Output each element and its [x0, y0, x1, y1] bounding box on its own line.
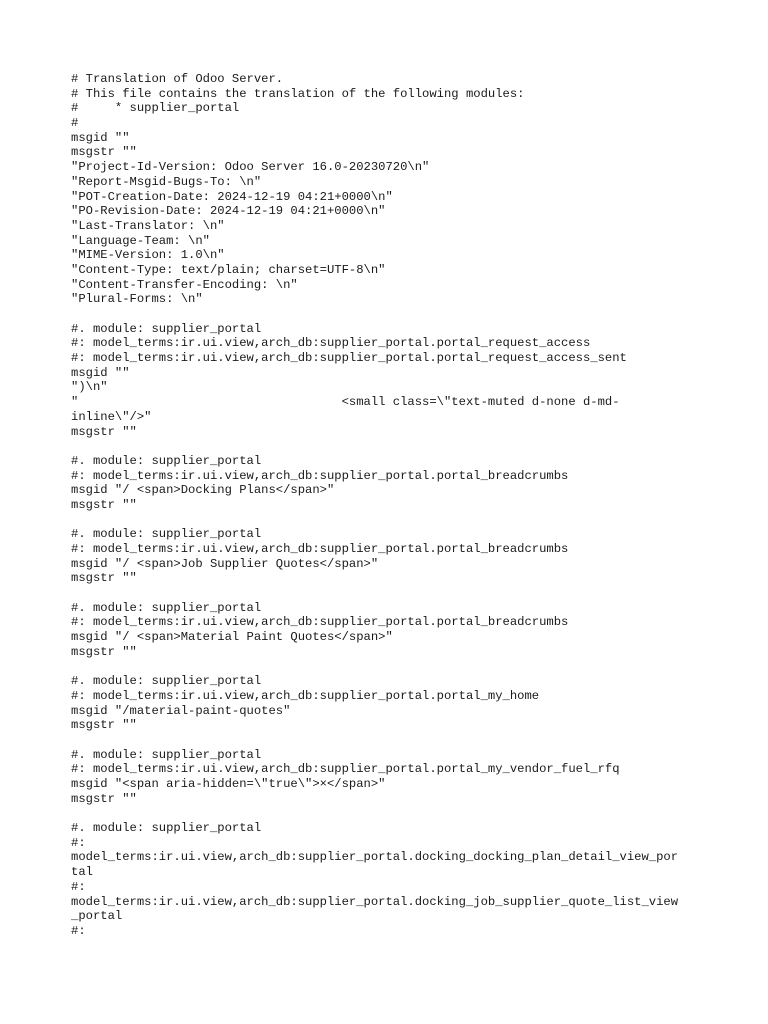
text-line: "MIME-Version: 1.0\n" [71, 248, 225, 263]
text-line: model_terms:ir.ui.view,arch_db:supplier_portal.docking_docking_plan_detail_view_por [71, 850, 679, 865]
text-line: #: model_terms:ir.ui.view,arch_db:supplier_portal.portal_breadcrumbs [71, 542, 569, 556]
text-line [71, 513, 731, 528]
text-line: # * supplier_portal [71, 101, 240, 116]
text-line: "Report-Msgid-Bugs-To: \n" [71, 174, 262, 189]
text-line: msgstr "" [71, 791, 137, 806]
text-line: msgid "/ <span>Docking Plans</span>" [71, 483, 335, 498]
text-line: "Language-Team: \n" [71, 233, 210, 248]
text-line: #: model_terms:ir.ui.view,arch_db:supplier_portal.portal_breadcrumbs [71, 615, 569, 630]
text-line: #. module: supplier_portal [71, 453, 262, 468]
text-line: msgid "" [71, 365, 130, 380]
text-line [71, 806, 731, 821]
text-line: ")\n" [71, 380, 108, 395]
text-line: #: model_terms:ir.ui.view,arch_db:supplier_portal.portal_breadcrumbs [71, 468, 569, 483]
text-line: inline\"/>" [71, 409, 152, 424]
text-line: #: [71, 879, 86, 894]
text-line: "POT-Creation-Date: 2024-12-19 04:21+0000\n" [71, 189, 393, 204]
text-line: #: [71, 835, 86, 850]
text-line: # Translation of Odoo Server. [71, 72, 284, 86]
po-file-text [71, 72, 731, 939]
text-line [71, 586, 731, 601]
text-line: # This file contains the translation of the following modules: [71, 86, 525, 101]
text-line: _portal [71, 909, 123, 924]
text-line: msgid "" [71, 130, 130, 145]
text-line [71, 439, 731, 454]
text-line: "Content-Type: text/plain; charset=UTF-8\n" [71, 262, 386, 277]
text-line: msgid "<span aria-hidden=\"true\">×</span>" [71, 777, 386, 791]
text-line: msgstr "" [71, 718, 137, 733]
text-line: " <small class=\"text-muted d-none d-md- [71, 395, 620, 410]
text-line [71, 660, 731, 675]
text-line [71, 307, 731, 322]
text-line: msgstr "" [71, 644, 137, 659]
text-line: #: model_terms:ir.ui.view,arch_db:supplier_portal.portal_request_access [71, 336, 591, 351]
text-line: msgstr "" [71, 571, 137, 586]
text-line: "Project-Id-Version: Odoo Server 16.0-20230720\n" [71, 160, 430, 175]
text-line: #. module: supplier_portal [71, 747, 262, 762]
text-line: #. module: supplier_portal [71, 674, 262, 689]
text-line: msgid "/ <span>Material Paint Quotes</span>" [71, 630, 393, 645]
text-line: msgstr "" [71, 424, 137, 439]
text-line: model_terms:ir.ui.view,arch_db:supplier_portal.docking_job_supplier_quote_list_view [71, 894, 679, 909]
text-line: #. module: supplier_portal [71, 321, 262, 336]
text-line: #: [71, 923, 86, 938]
text-line: "PO-Revision-Date: 2024-12-19 04:21+0000\n" [71, 204, 386, 219]
text-line: "Content-Transfer-Encoding: \n" [71, 277, 298, 292]
text-line [71, 733, 731, 748]
text-line: #. module: supplier_portal [71, 527, 262, 542]
text-line: msgstr "" [71, 145, 137, 160]
text-line: msgstr "" [71, 497, 137, 512]
text-line: #: model_terms:ir.ui.view,arch_db:supplier_portal.portal_my_vendor_fuel_rfq [71, 762, 620, 777]
text-line: tal [71, 865, 93, 880]
text-line: #: model_terms:ir.ui.view,arch_db:supplier_portal.portal_my_home [71, 688, 540, 703]
text-line: #: model_terms:ir.ui.view,arch_db:supplier_portal.portal_request_access_sent [71, 351, 627, 366]
text-line: #. module: supplier_portal [71, 600, 262, 615]
text-line: # [71, 116, 79, 131]
text-line: "Last-Translator: \n" [71, 218, 225, 233]
text-line: "Plural-Forms: \n" [71, 292, 203, 307]
text-line: msgid "/ <span>Job Supplier Quotes</span>" [71, 556, 379, 571]
text-line: msgid "/material-paint-quotes" [71, 703, 291, 718]
text-line: #. module: supplier_portal [71, 821, 262, 836]
